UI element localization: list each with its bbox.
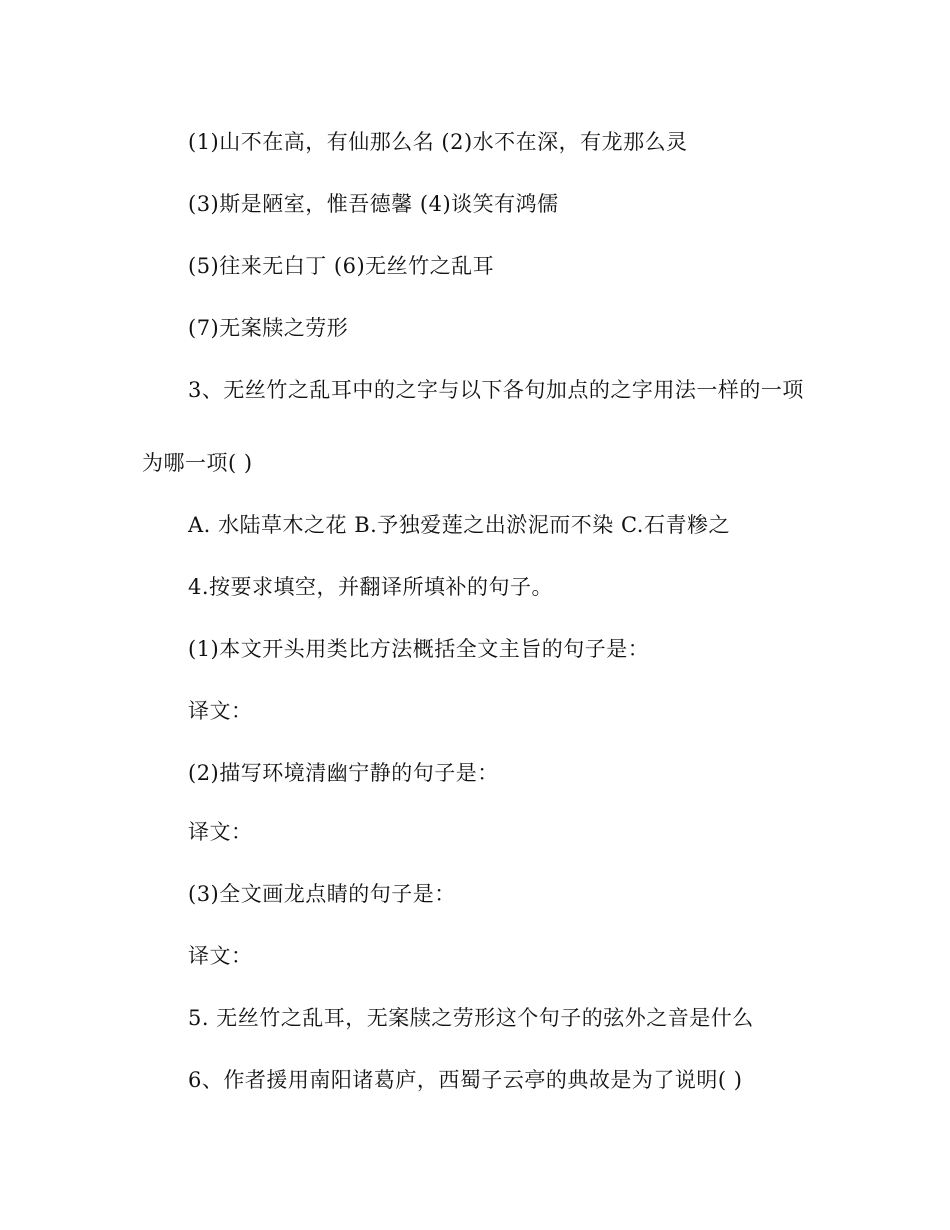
question-3-options: A. 水陆草木之花 B.予独爱莲之出淤泥而不染 C.石青糁之 bbox=[188, 513, 730, 537]
text-line-2: (3)斯是陋室，惟吾德馨 (4)谈笑有鸿儒 bbox=[188, 192, 559, 216]
translation-label-1: 译文： bbox=[188, 699, 253, 723]
question-4-heading: 4.按要求填空，并翻译所填补的句子。 bbox=[188, 575, 554, 599]
translation-label-3: 译文： bbox=[188, 944, 253, 968]
question-4-item-2: (2)描写环境清幽宁静的句子是： bbox=[188, 761, 499, 785]
text-line-4: (7)无案牍之劳形 bbox=[188, 316, 349, 340]
translation-label-2: 译文： bbox=[188, 820, 253, 844]
text-line-3: (5)往来无白丁 (6)无丝竹之乱耳 bbox=[188, 254, 495, 278]
question-4-item-1: (1)本文开头用类比方法概括全文主旨的句子是： bbox=[188, 637, 650, 661]
question-4-item-3: (3)全文画龙点睛的句子是： bbox=[188, 882, 456, 906]
question-5: 5. 无丝竹之乱耳，无案牍之劳形这个句子的弦外之音是什么 bbox=[188, 1006, 754, 1030]
question-3-line-1: 3、无丝竹之乱耳中的之字与以下各句加点的之字用法一样的一项 bbox=[188, 378, 804, 402]
text-line-1: (1)山不在高，有仙那么名 (2)水不在深，有龙那么灵 bbox=[188, 130, 688, 154]
question-6: 6、作者援用南阳诸葛庐，西蜀子云亭的典故是为了说明( ) bbox=[188, 1068, 743, 1092]
question-3-line-2: 为哪一项( ) bbox=[142, 451, 253, 475]
